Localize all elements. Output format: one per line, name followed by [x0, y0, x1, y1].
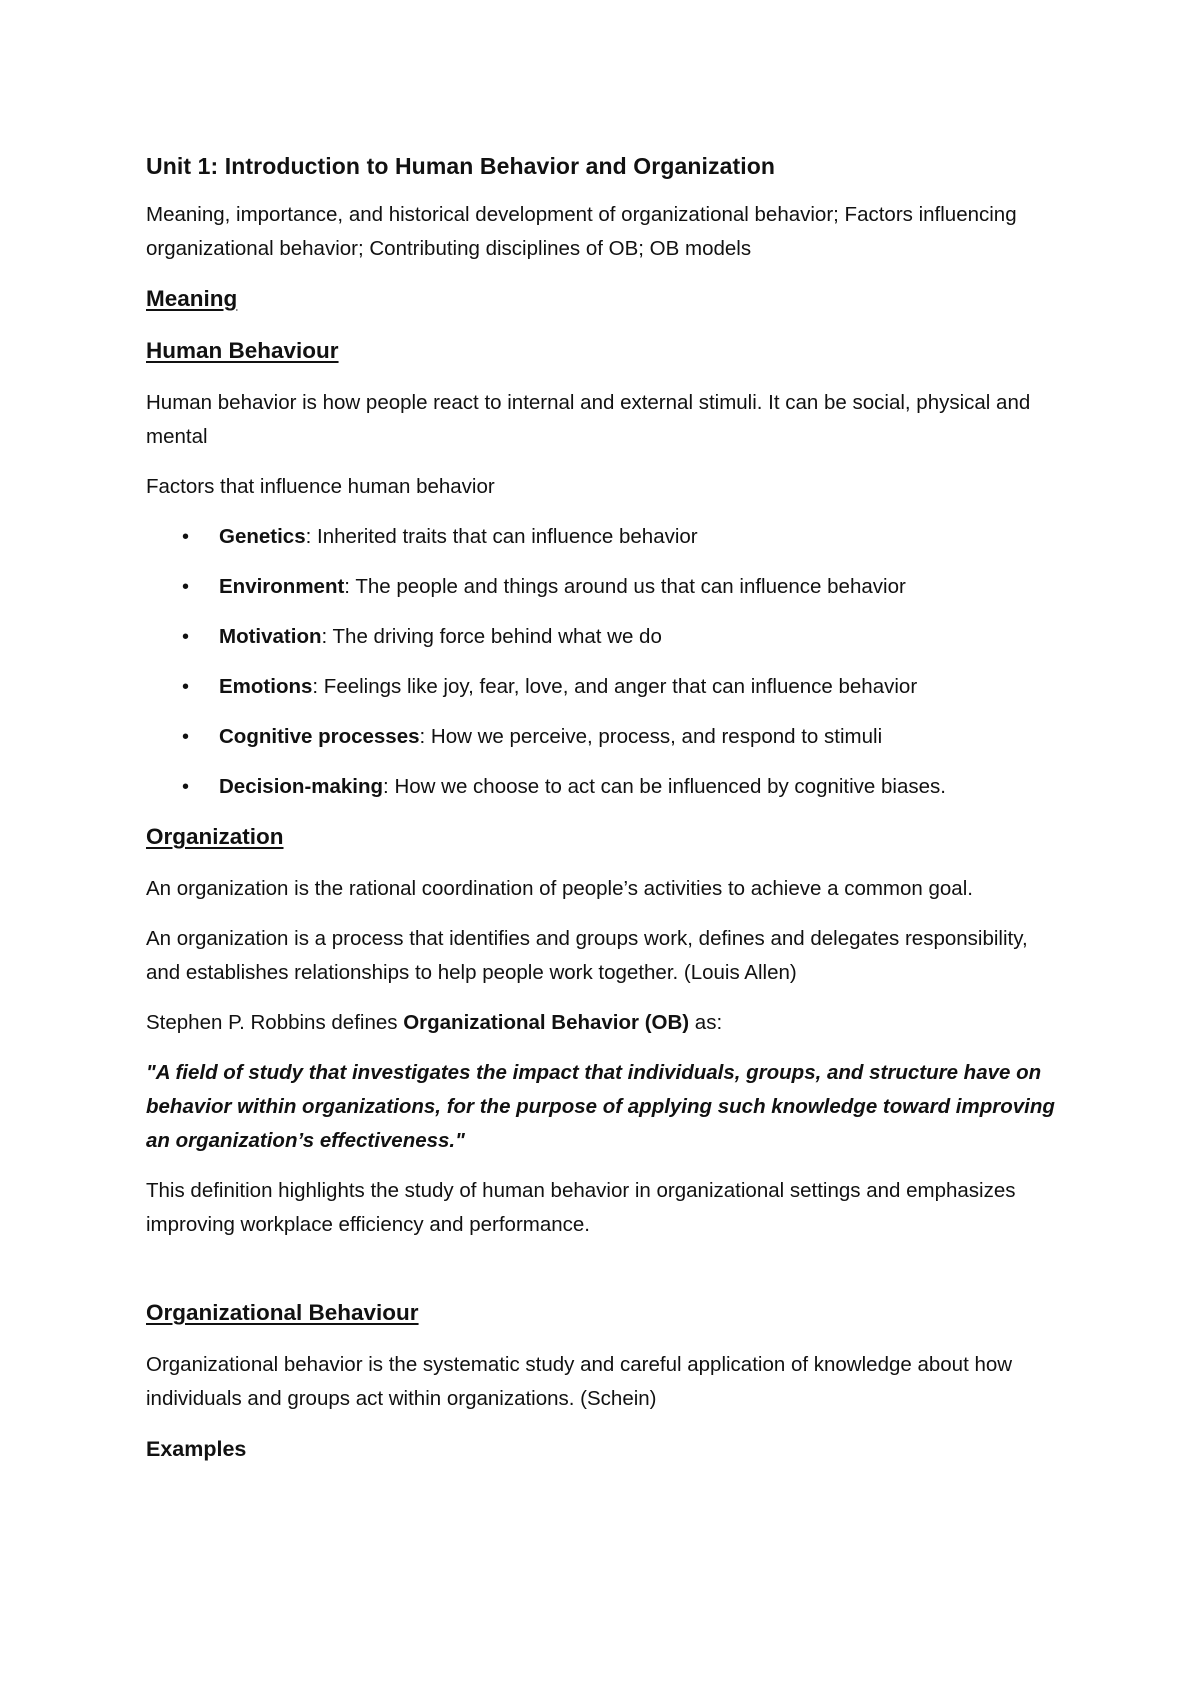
list-item: [146, 570, 1066, 604]
factors-intro: Factors that influence human behavior: [146, 475, 495, 498]
organization-definition-2: An organization is a process that identifies and groups work, defines and delegates responsibility, and establishes relationships to help people work together. (Louis Allen): [146, 927, 1028, 984]
robbins-suffix: as:: [689, 1011, 723, 1034]
definition-note: This definition highlights the study of human behavior in organizational settings and emphasizes improving workplace efficiency and performance.: [146, 1179, 1016, 1236]
list-item: [146, 720, 1066, 754]
heading-examples: Examples: [146, 1437, 247, 1461]
list-item: [146, 770, 1066, 804]
unit-title: Unit 1: Introduction to Human Behavior and Organization: [146, 153, 776, 179]
factor-desc: : Feelings like joy, fear, love, and anger that can influence behavior: [312, 675, 918, 698]
factor-term: Genetics: [219, 525, 306, 548]
factor-term: Decision-making: [219, 775, 384, 798]
factor-desc: : How we perceive, process, and respond to stimuli: [419, 725, 883, 748]
spacer: [146, 1258, 1066, 1296]
factor-desc: : The people and things around us that can influence behavior: [344, 575, 906, 598]
factor-term: Cognitive processes: [219, 725, 420, 748]
human-behavior-definition: Human behavior is how people react to internal and external stimuli. It can be social, physical and mental: [146, 391, 1031, 448]
list-item: [146, 520, 1066, 554]
heading-organizational-behaviour: Organizational Behaviour: [146, 1300, 419, 1325]
heading-organization: Organization: [146, 824, 284, 849]
robbins-term: Organizational Behavior (OB): [403, 1011, 690, 1034]
ob-definition: Organizational behavior is the systematic study and careful application of knowledge about how individuals and groups act within organizations. (Schein): [146, 1353, 1013, 1410]
list-item: [146, 670, 1066, 704]
list-item: [146, 620, 1066, 654]
document-page: [146, 150, 1066, 1466]
factor-term: Motivation: [219, 625, 322, 648]
robbins-quote: "A field of study that investigates the impact that individuals, groups, and structure have on behavior within organizations, for the purpose of applying such knowledge toward improving an organization’s effectiveness.": [146, 1061, 1055, 1152]
factor-term: Emotions: [219, 675, 313, 698]
heading-human-behaviour: Human Behaviour: [146, 338, 339, 363]
syllabus-text: Meaning, importance, and historical development of organizational behavior; Factors influencing organizational behavior; Contributing disciplines of OB; OB models: [146, 203, 1017, 260]
factor-desc: : How we choose to act can be influenced by cognitive biases.: [383, 775, 946, 798]
factor-desc: : The driving force behind what we do: [321, 625, 662, 648]
robbins-intro: [146, 1006, 1066, 1040]
factor-term: Environment: [219, 575, 345, 598]
factor-desc: : Inherited traits that can influence behavior: [305, 525, 698, 548]
factors-list: [146, 520, 1066, 804]
organization-definition-1: An organization is the rational coordination of people’s activities to achieve a common goal.: [146, 877, 973, 900]
heading-meaning: Meaning: [146, 286, 238, 311]
robbins-prefix: Stephen P. Robbins defines: [146, 1011, 404, 1034]
